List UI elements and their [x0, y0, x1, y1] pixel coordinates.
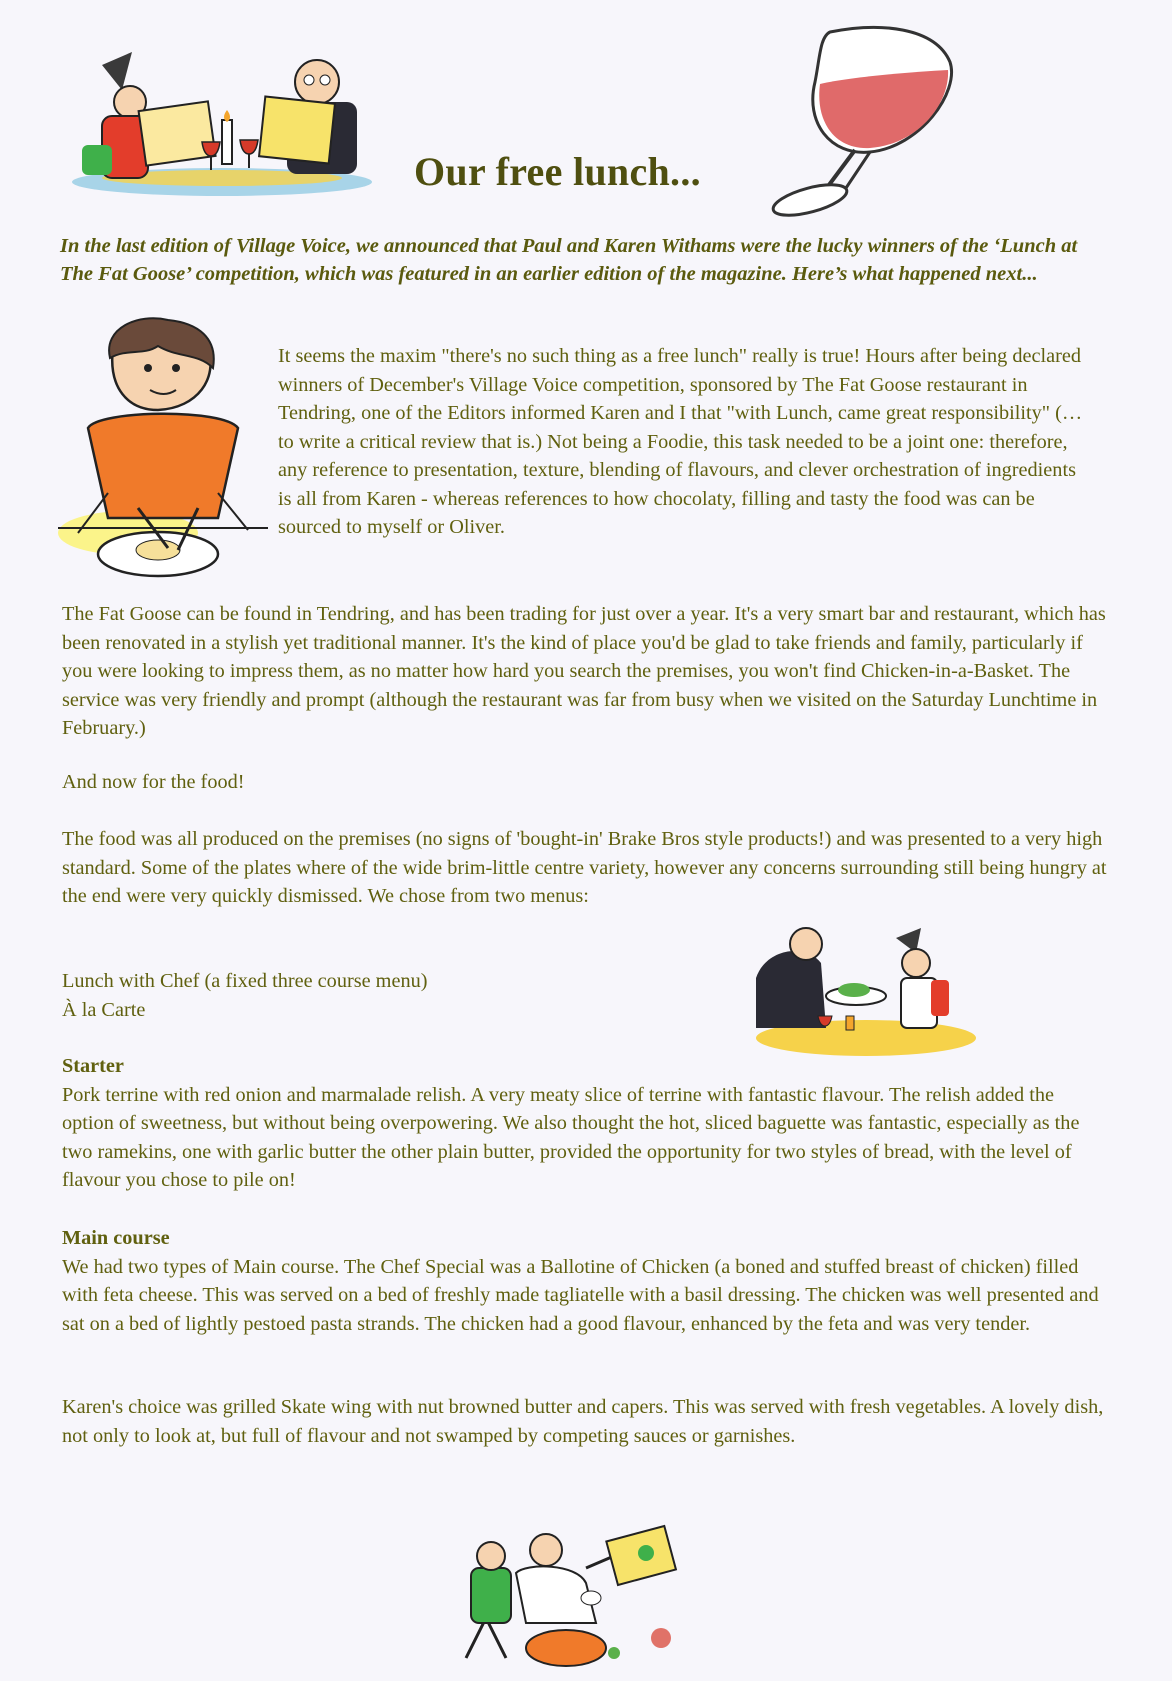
- paragraph-4: The food was all produced on the premises (no signs of 'bought-in' Brake Bros style products!) and was presented to a very high standard. Some of the plates where of the wide brim-little centre variety, however any concerns surrounding still being hungry at the end were very quickly dismissed. We chose from two menus:: [62, 828, 1107, 907]
- menu-item: À la Carte: [62, 998, 146, 1021]
- paragraph-1: It seems the maxim "there's no such thing as a free lunch" really is true! Hours after being declared winners of December's Village Voice competition, sponsored by The Fat Goose restaurant in Tendring, one of the Editors informed Karen and I that "with Lunch, came great responsibility" (… to write a critical review that is.) Not being a Foodie, this task needed to be a joint one: therefore, any reference to presentation, texture, blending of flavours, and clever orchestration of ingredients is all from Karen - whereas references to how chocolaty, filling and tasty the food was can be sourced to myself or Oliver.: [278, 345, 1083, 538]
- paragraph-2: The Fat Goose can be found in Tendring, and has been trading for just over a year. It's a very smart bar and restaurant, which has been renovated in a stylish yet traditional manner. It's the kind of place you'd be glad to take friends and family, particularly if you were looking to impress them, as no matter how hard you search the premises, you won't find Chicken-in-a-Basket. The service was very friendly and prompt (although the restaurant was far from busy when we visited on the Saturday Lunchtime in February.): [62, 603, 1106, 739]
- page-title: Our free lunch...: [414, 149, 701, 194]
- couple-reading-menus-illustration: [62, 50, 384, 200]
- boy-eating-illustration: [58, 318, 268, 590]
- chef-chase-illustration: [446, 1528, 692, 1678]
- menu-item: Lunch with Chef (a fixed three course menu): [62, 970, 428, 992]
- starter-section: [62, 1052, 1110, 1195]
- main-course-text: We had two types of Main course. The Chef Special was a Ballotine of Chicken (a boned and stuffed breast of chicken) filled with feta cheese. This was served on a bed of freshly made tagliatelle with a basil dressing. The chicken was well presented and sat on a bed of lightly pestoed pasta strands. The chicken had a good flavour, enhanced by the feta and was very tender.: [62, 1255, 1099, 1335]
- waiter-serving-illustration: [746, 918, 986, 1058]
- starter-heading: Starter: [62, 1055, 124, 1077]
- wine-glass-illustration: [760, 22, 960, 217]
- paragraph-final: Karen's choice was grilled Skate wing with nut browned butter and capers. This was served with fresh vegetables. A lovely dish, not only to look at, but full of flavour and not swamped by competing sauces or garnishes.: [62, 1396, 1104, 1447]
- paragraph-3: And now for the food!: [62, 771, 245, 793]
- main-course-section: [62, 1224, 1110, 1338]
- intro-paragraph: In the last edition of Village Voice, we announced that Paul and Karen Withams were the lucky winners of the ‘Lunch at The Fat Goose’ competition, which was featured in an earlier edition of the magazine. Here’s what happened next...: [60, 235, 1078, 285]
- menu-list: [62, 967, 622, 1024]
- starter-text: Pork terrine with red onion and marmalade relish. A very meaty slice of terrine with fantastic flavour. The relish added the option of sweetness, but without being overpowering. We also thought the hot, sliced baguette was fantastic, especially as the two ramekins, one with garlic butter the other plain butter, provided the opportunity for two styles of bread, with the level of flavour you chose to pile on!: [62, 1083, 1080, 1191]
- main-course-heading: Main course: [62, 1227, 170, 1249]
